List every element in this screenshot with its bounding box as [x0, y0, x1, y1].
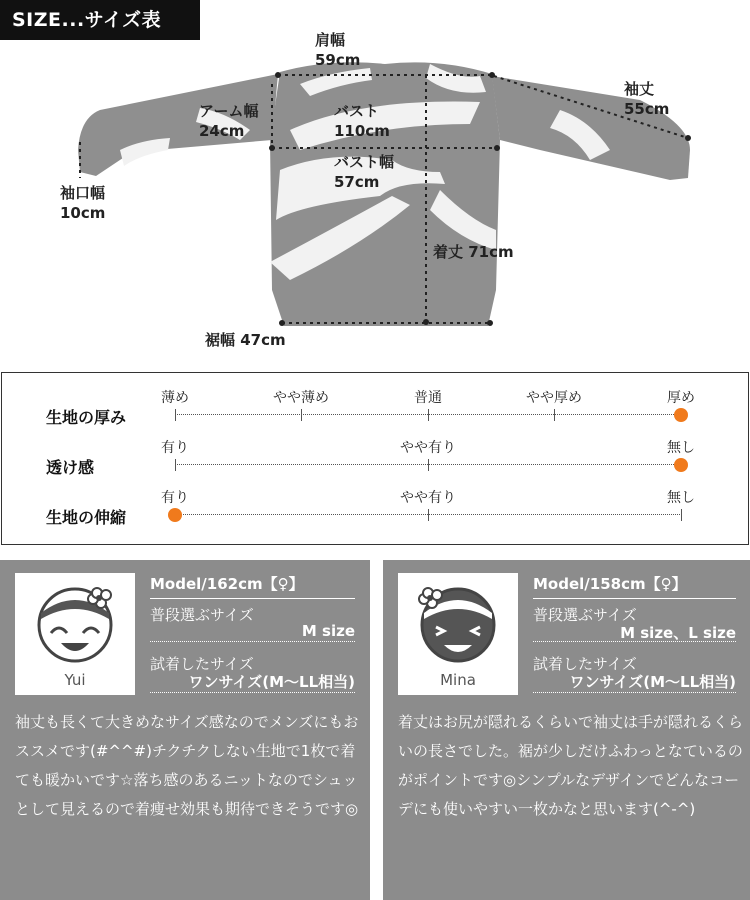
scale-tick — [681, 509, 682, 521]
scale-tick — [175, 459, 176, 471]
bust-label: バスト — [334, 102, 380, 120]
tried-size-value: ワンサイズ(M〜LL相当) — [533, 671, 736, 693]
model-card-yui — [0, 560, 370, 900]
scale-tick — [428, 409, 429, 421]
usual-size-label: 普段選ぶサイズ — [533, 606, 637, 624]
scale-tick — [428, 459, 429, 471]
selected-dot — [674, 458, 688, 472]
model-info — [533, 573, 736, 693]
sleeve-value: 55cm — [624, 100, 670, 118]
scale-tick — [301, 409, 302, 421]
usual-size-label: 普段選ぶサイズ — [150, 606, 254, 624]
tried-size-label: 試着したサイズ — [533, 655, 637, 673]
scale-tick-label: やや有り — [400, 490, 456, 506]
cuff-label: 袖口幅 — [60, 184, 106, 202]
model-name: Yui — [64, 671, 86, 689]
scale-tick — [428, 509, 429, 521]
model-section — [0, 550, 750, 900]
size-diagram — [0, 0, 750, 365]
model-header: Model/162cm【♀】 — [150, 573, 355, 599]
cuff-value: 10cm — [60, 204, 106, 222]
fabric-row-label: 生地の厚み — [46, 408, 127, 427]
bust-width-value: 57cm — [334, 173, 380, 191]
bust-width-label: バスト幅 — [334, 153, 395, 171]
model-name: Mina — [440, 671, 476, 689]
scale-tick-label: 普通 — [414, 390, 442, 406]
scale-tick — [554, 409, 555, 421]
scale-tick-label: やや厚め — [526, 390, 582, 406]
shoulder-value: 59cm — [315, 51, 361, 69]
model-comment: 袖丈も長くて大きめなサイズ感なのでメンズにもおススメです(#^^#)チクチクしない生地で1枚で着ても暖かいです☆落ち感のあるニットなのでシュッとして見えるので着痩せ効果も期待できそうです◎ — [15, 713, 359, 818]
bust-value: 110cm — [334, 122, 390, 140]
fabric-row-label: 生地の伸縮 — [46, 508, 127, 527]
scale-tick-label: 有り — [161, 490, 189, 506]
scale-tick-label: やや薄め — [273, 390, 329, 406]
winking-face-icon — [398, 573, 518, 673]
scale-tick-label: 薄め — [161, 390, 189, 406]
hem-label: 裾幅 47cm — [205, 331, 286, 349]
fabric-row-label: 透け感 — [46, 458, 95, 477]
model-card-mina — [383, 560, 750, 900]
model-comment: 着丈はお尻が隠れるくらいで袖丈は手が隠れるくらいの長さでした。裾が少しだけふわっとなているのがポイントです◎シンプルなデザインでどんなコーデにも使いやすい一枚かなと思います(^-^) — [398, 713, 744, 818]
fabric-row-thickness — [2, 387, 748, 437]
avatar — [15, 573, 135, 695]
usual-size-value: M size — [150, 622, 355, 642]
scale-tick-label: やや有り — [400, 440, 456, 456]
tried-size-label: 試着したサイズ — [150, 655, 254, 673]
sleeve-label: 袖丈 — [624, 80, 655, 98]
smiling-face-icon — [15, 573, 135, 673]
page-title: SIZE...サイズ表 — [0, 0, 200, 40]
length-label: 着丈 71cm — [433, 243, 514, 261]
selected-dot — [674, 408, 688, 422]
fabric-table — [1, 372, 749, 545]
scale-tick-label: 無し — [667, 490, 695, 506]
fabric-row-transparency — [2, 437, 748, 487]
fabric-row-stretch — [2, 487, 748, 537]
scale-tick-label: 厚め — [667, 390, 695, 406]
model-info — [150, 573, 355, 693]
scale-tick — [175, 409, 176, 421]
avatar — [398, 573, 518, 695]
arm-label: アーム幅 — [199, 102, 259, 120]
tried-size-value: ワンサイズ(M〜LL相当) — [150, 671, 355, 693]
model-header: Model/158cm【♀】 — [533, 573, 736, 599]
scale-tick-label: 無し — [667, 440, 695, 456]
arm-value: 24cm — [199, 122, 245, 140]
shoulder-label: 肩幅 — [315, 31, 346, 49]
selected-dot — [168, 508, 182, 522]
scale-tick-label: 有り — [161, 440, 189, 456]
usual-size-value: M size、L size — [533, 622, 736, 642]
